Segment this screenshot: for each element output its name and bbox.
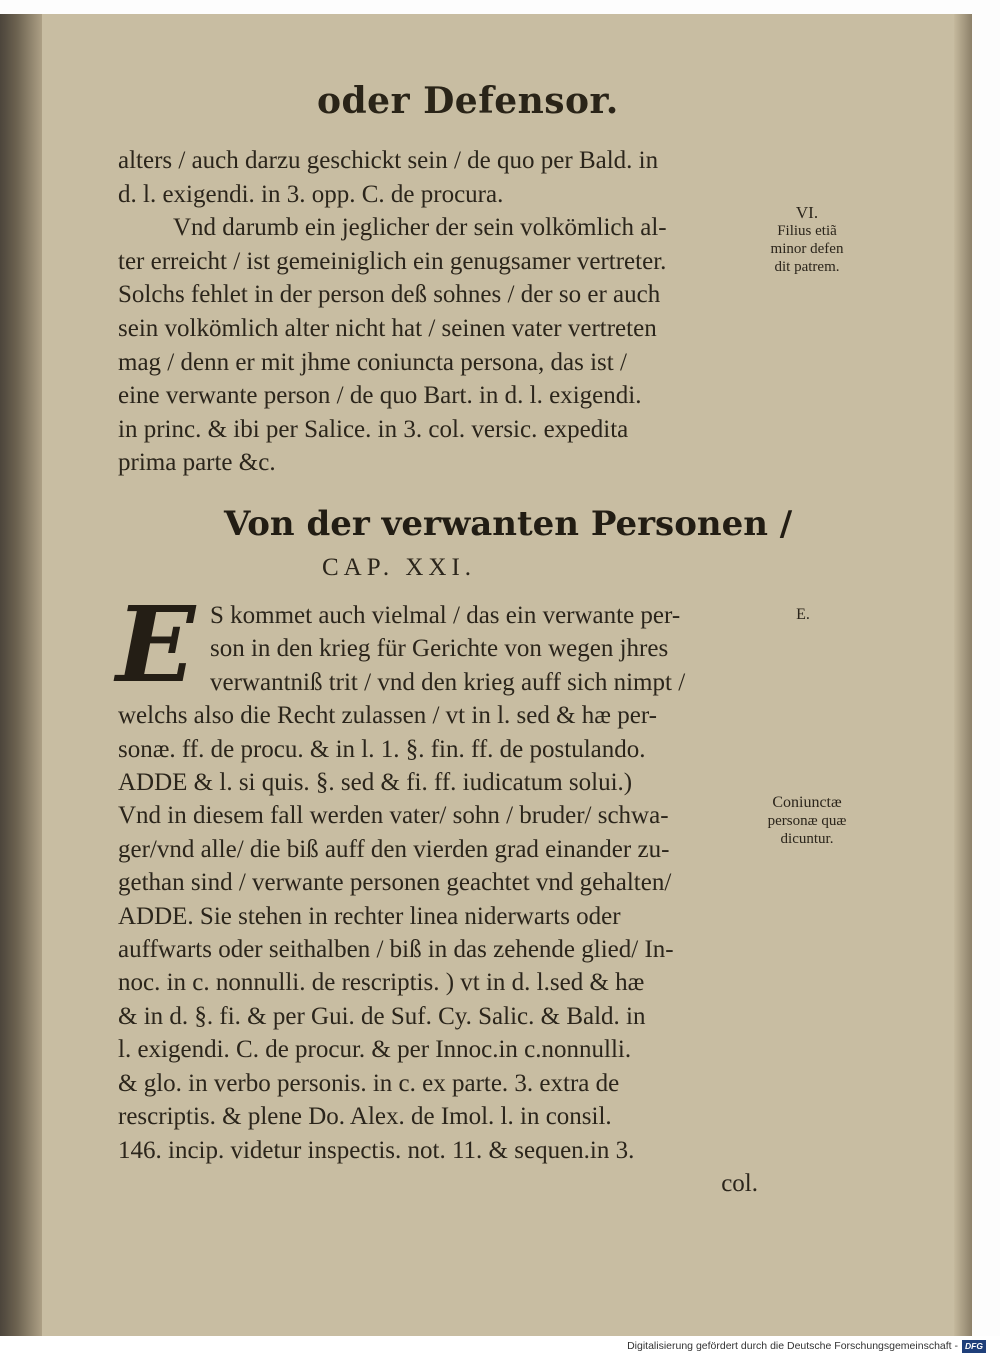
text-line: welchs also die Recht zulassen / vt in l. sed & hæ per- [118,702,657,730]
text-line: sein volkömlich alter nicht hat / seinen vater vertreten [118,314,657,342]
margin-note-line: Coniunctæ [772,794,842,811]
text-line: & in d. §. fi. & per Gui. de Suf. Cy. Salic. & Bald. in [118,1002,646,1030]
text-line: & glo. in verbo personis. in c. ex parte. 3. extra de [118,1069,620,1097]
margin-note-line: dicuntur. [780,831,834,847]
page-binding-shadow [0,14,42,1336]
chapter-number: CAP. XXI. [322,554,477,581]
text-line: 146. incip. videtur inspectis. not. 11. & sequen.in 3. [118,1136,635,1164]
text-line: S kommet auch vielmal / das ein verwante per- [210,602,681,629]
margin-note-line: dit patrem. [774,259,840,275]
page-content [112,14,872,1336]
text-line: noc. in c. nonnulli. de rescriptis. ) vt in d. l.sed & hæ [118,969,645,997]
funding-notice: Digitalisierung gefördert durch die Deutsche Forschungsgemeinschaft - [627,1340,958,1352]
margin-note-coniunctae [742,794,872,848]
funding-footer [0,1336,1000,1358]
text-line: in princ. & ibi per Salice. in 3. col. versic. expedita [118,415,629,443]
section-2-text [116,583,758,1200]
drop-cap-initial: E [116,583,196,706]
page-edge-shadow [954,14,972,1336]
text-line: l. exigendi. C. de procur. & per Innoc.in c.nonnulli. [118,1036,632,1064]
margin-note-e: E. [796,606,810,623]
text-line: son in den krieg für Gerichte von wegen jhres [210,635,669,663]
text-line: ADDE & l. si quis. §. sed & fi. ff. iudicatum solui.) [118,769,633,797]
text-line: ADDE. Sie stehen in rechter linea niderwarts oder [118,902,621,930]
text-line: col. [721,1169,758,1197]
dfg-logo-icon: DFG [962,1340,986,1353]
margin-note-line: minor defen [770,241,844,257]
margin-note-filius [742,204,872,276]
section-1-text [118,144,758,480]
text-line: ger/vnd alle/ die biß auff den vierden grad einander zu- [118,835,670,863]
text-line: sonæ. ff. de procu. & in l. 1. §. fin. ff. de postulando. [118,735,646,763]
text-line: mag / denn er mit jhme coniuncta persona, das ist / [118,348,627,376]
text-line: verwantniß trit / vnd den krieg auff sich nimpt / [210,668,686,696]
margin-note-line: personæ quæ [767,813,847,829]
text-line: rescriptis. & plene Do. Alex. de Imol. l. in consil. [118,1103,612,1131]
margin-note-line: Filius etiã [777,223,837,239]
text-line: Vnd darumb ein jeglicher der sein volkömlich al- [173,214,667,242]
text-line: gethan sind / verwante personen geachtet vnd gehalten/ [118,869,672,897]
text-line: prima parte &c. [118,449,276,477]
text-line: Vnd in diesem fall werden vater/ sohn / bruder/ schwa- [118,802,669,830]
margin-note-line: VI. [795,203,819,222]
text-line: auffwarts oder seithalben / biß in das zehende glied/ In- [118,936,674,964]
text-line: Solchs fehlet in der person deß sohnes / der so er auch [118,281,661,309]
text-line: ter erreicht / ist gemeiniglich ein genugsamer vertreter. [118,247,667,275]
text-line: eine verwante person / de quo Bart. in d. l. exigendi. [118,382,642,410]
book-page-scan [0,14,972,1336]
text-line: d. l. exigendi. in 3. opp. C. de procura. [118,180,504,208]
running-title: oder Defensor. [317,80,619,122]
chapter-heading: Von der verwanten Personen / [224,504,793,544]
text-line: alters / auch darzu geschickt sein / de quo per Bald. in [118,147,659,174]
